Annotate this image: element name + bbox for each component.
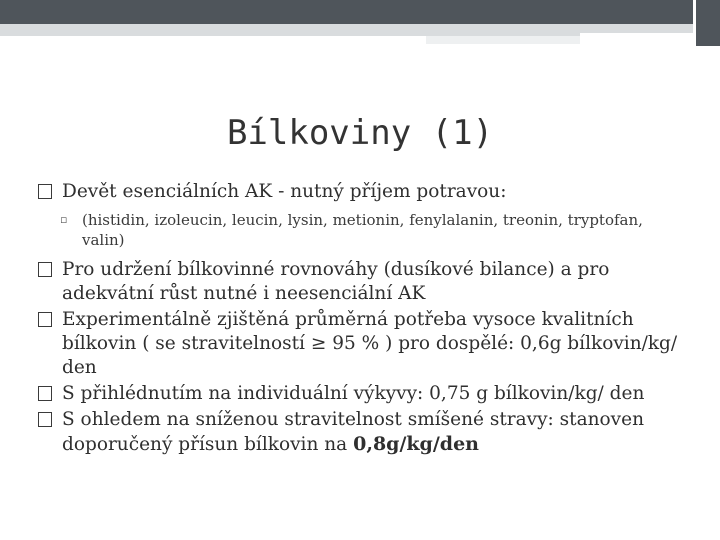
bullet-item — [36, 258, 686, 306]
square-bullet-icon: ▫ — [60, 213, 68, 226]
bullet-text: Pro udržení bílkovinné rovnováhy (dusíkové bilance) a pro adekvátní růst nutné i neesenciální AK — [62, 259, 610, 304]
bullet-item — [36, 308, 686, 380]
bullet-text-part: S ohledem na sníženou stravitelnost smíšené stravy: stanoven doporučený přísun bílkovin na — [62, 409, 644, 455]
checkbox-bullet-icon — [38, 386, 52, 401]
checkbox-bullet-icon — [38, 262, 52, 277]
header-accent-block — [426, 36, 580, 44]
slide-body — [36, 180, 686, 459]
header-corner-block — [693, 0, 720, 46]
bullet-text: S přihlédnutím na individuální výkyvy: 0,75 g bílkovin/kg/ den — [62, 383, 645, 404]
bullet-item — [36, 408, 686, 457]
checkbox-bullet-icon — [38, 412, 52, 427]
bullet-text — [62, 408, 686, 457]
slide-title: Bílkoviny (1) — [226, 113, 494, 153]
bullet-text: Experimentálně zjištěná průměrná potřeba vysoce kvalitních bílkovin ( se stravitelností ≥ 95 % ) pro dospělé: 0,6g bílkovin/kg/ den — [62, 309, 678, 378]
bullet-item — [36, 382, 686, 406]
header-light-band — [0, 24, 720, 33]
sub-bullet-item — [60, 210, 686, 250]
bullet-item — [36, 180, 686, 204]
checkbox-bullet-icon — [38, 184, 52, 199]
recommended-intake-value: 0,8g/kg/den — [353, 433, 479, 455]
bullet-text: Devět esenciálních AK - nutný příjem potravou: — [62, 181, 507, 202]
checkbox-bullet-icon — [38, 312, 52, 327]
sub-bullet-text: (histidin, izoleucin, leucin, lysin, metionin, fenylalanin, treonin, tryptofan, valin) — [82, 211, 643, 249]
slide-header-band — [0, 0, 720, 24]
